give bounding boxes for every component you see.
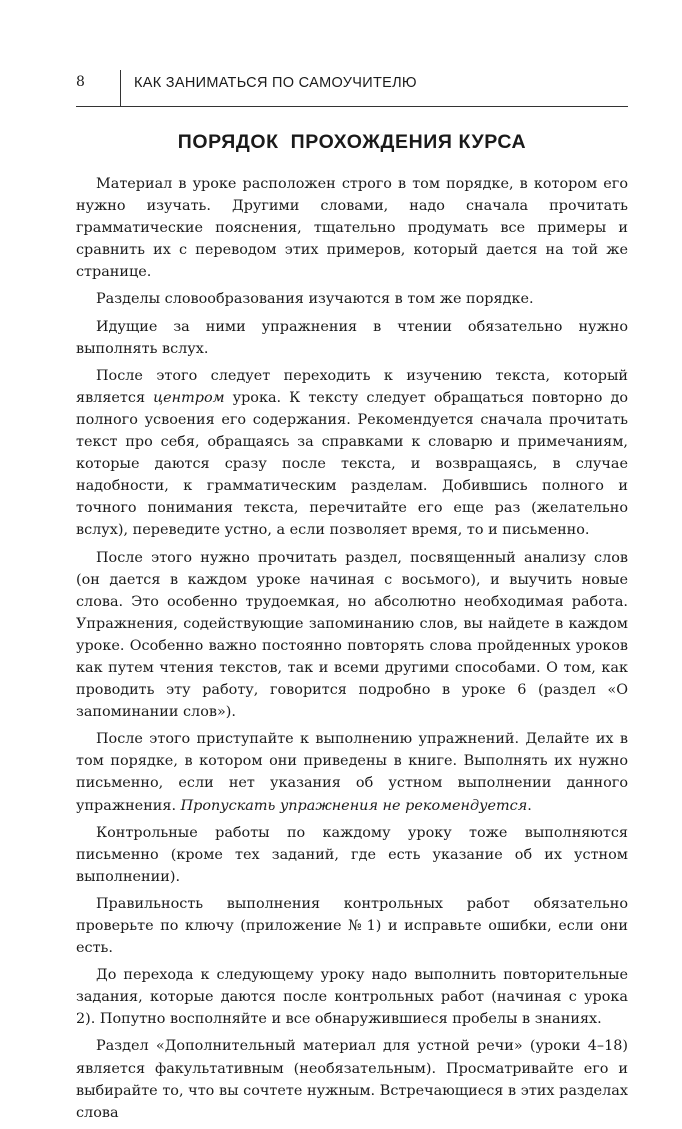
- paragraph: Разделы словообразования изучаются в том же порядке.: [96, 291, 534, 308]
- paragraph: До перехода к следующему уроку надо выполнить повторительные задания, которые даются после контрольных работ (начиная с урока 2). Попутно восполняйте и все обнаружившиеся пробелы в знаниях.: [76, 967, 628, 1028]
- paragraph: Контрольные работы по каждому уроку тоже выполняются письменно (кроме тех заданий, где есть указание об их устном выполнении).: [76, 824, 628, 885]
- running-title: КАК ЗАНИМАТЬСЯ ПО САМОУЧИТЕЛЮ: [134, 75, 417, 91]
- paragraph: Правильность выполнения контрольных работ обязательно проверьте по ключу (приложение № 1) и исправьте ошибки, если они есть.: [76, 895, 628, 957]
- paragraph: После этого нужно прочитать раздел, посвященный анализу слов (он дается в каждом уроке начиная с восьмого), и выучить новые слова. Это особенно трудоемкая, но абсолютно необходимая работа. Упражнения, содействующие запоминанию слов, вы найдете в каждом уроке. Особенно важно постоянно повторять слова пройденных уроков как путем чтения текстов, так и всеми другими способами. О том, как проводить эту работу, говорится подробно в уроке 6 (раздел «О запоминании слов»).: [76, 549, 628, 721]
- book-page: [76, 70, 628, 1129]
- running-header: [76, 70, 628, 107]
- emphasis: центром: [153, 389, 225, 406]
- paragraph: После этого следует переходить к изучению текста, который является центром урока. К тексту следует обращаться повторно до полного усвоения его содержания. Рекомендуется сначала прочитать текст про себя, обращаясь за справками к словарю и примечаниям, которые даются сразу после текста, и возвращаясь, в случае надобности, к грамматическим разделам. Добившись полного и точного понимания текста, перечитайте его еще раз (желательно вслух), переведите устно, а если позволяет время, то и письменно.: [76, 367, 629, 539]
- section-title: ПОРЯДОК ПРОХОЖДЕНИЯ КУРСА: [177, 131, 527, 153]
- body-text: [76, 173, 628, 1124]
- header-divider: [120, 70, 121, 106]
- paragraph: Идущие за ними упражнения в чтении обязательно нужно выполнять вслух.: [76, 318, 628, 357]
- page-number: 8: [76, 74, 86, 90]
- paragraph: Раздел «Дополнительный материал для устной речи» (уроки 4–18) является факультативным (необязательным). Просматривайте его и выбирайте то, что вы сочтете нужным. Встречающиеся в этих разделах слова: [76, 1038, 628, 1121]
- paragraph: После этого приступайте к выполнению упражнений. Делайте их в том порядке, в котором они приведены в книге. Выполнять их нужно письменно, если нет указания об устном выполнении данного упражнения. Пропускать упражнения не рекомендуется.: [76, 731, 628, 814]
- paragraph: Материал в уроке расположен строго в том порядке, в котором его нужно изучать. Другими словами, надо сначала прочитать грамматические пояснения, тщательно продумать все примеры и сравнить их с переводом этих примеров, который дается на той же странице.: [76, 176, 628, 281]
- emphasis: Пропускать упражнения не рекомендуется: [180, 797, 528, 814]
